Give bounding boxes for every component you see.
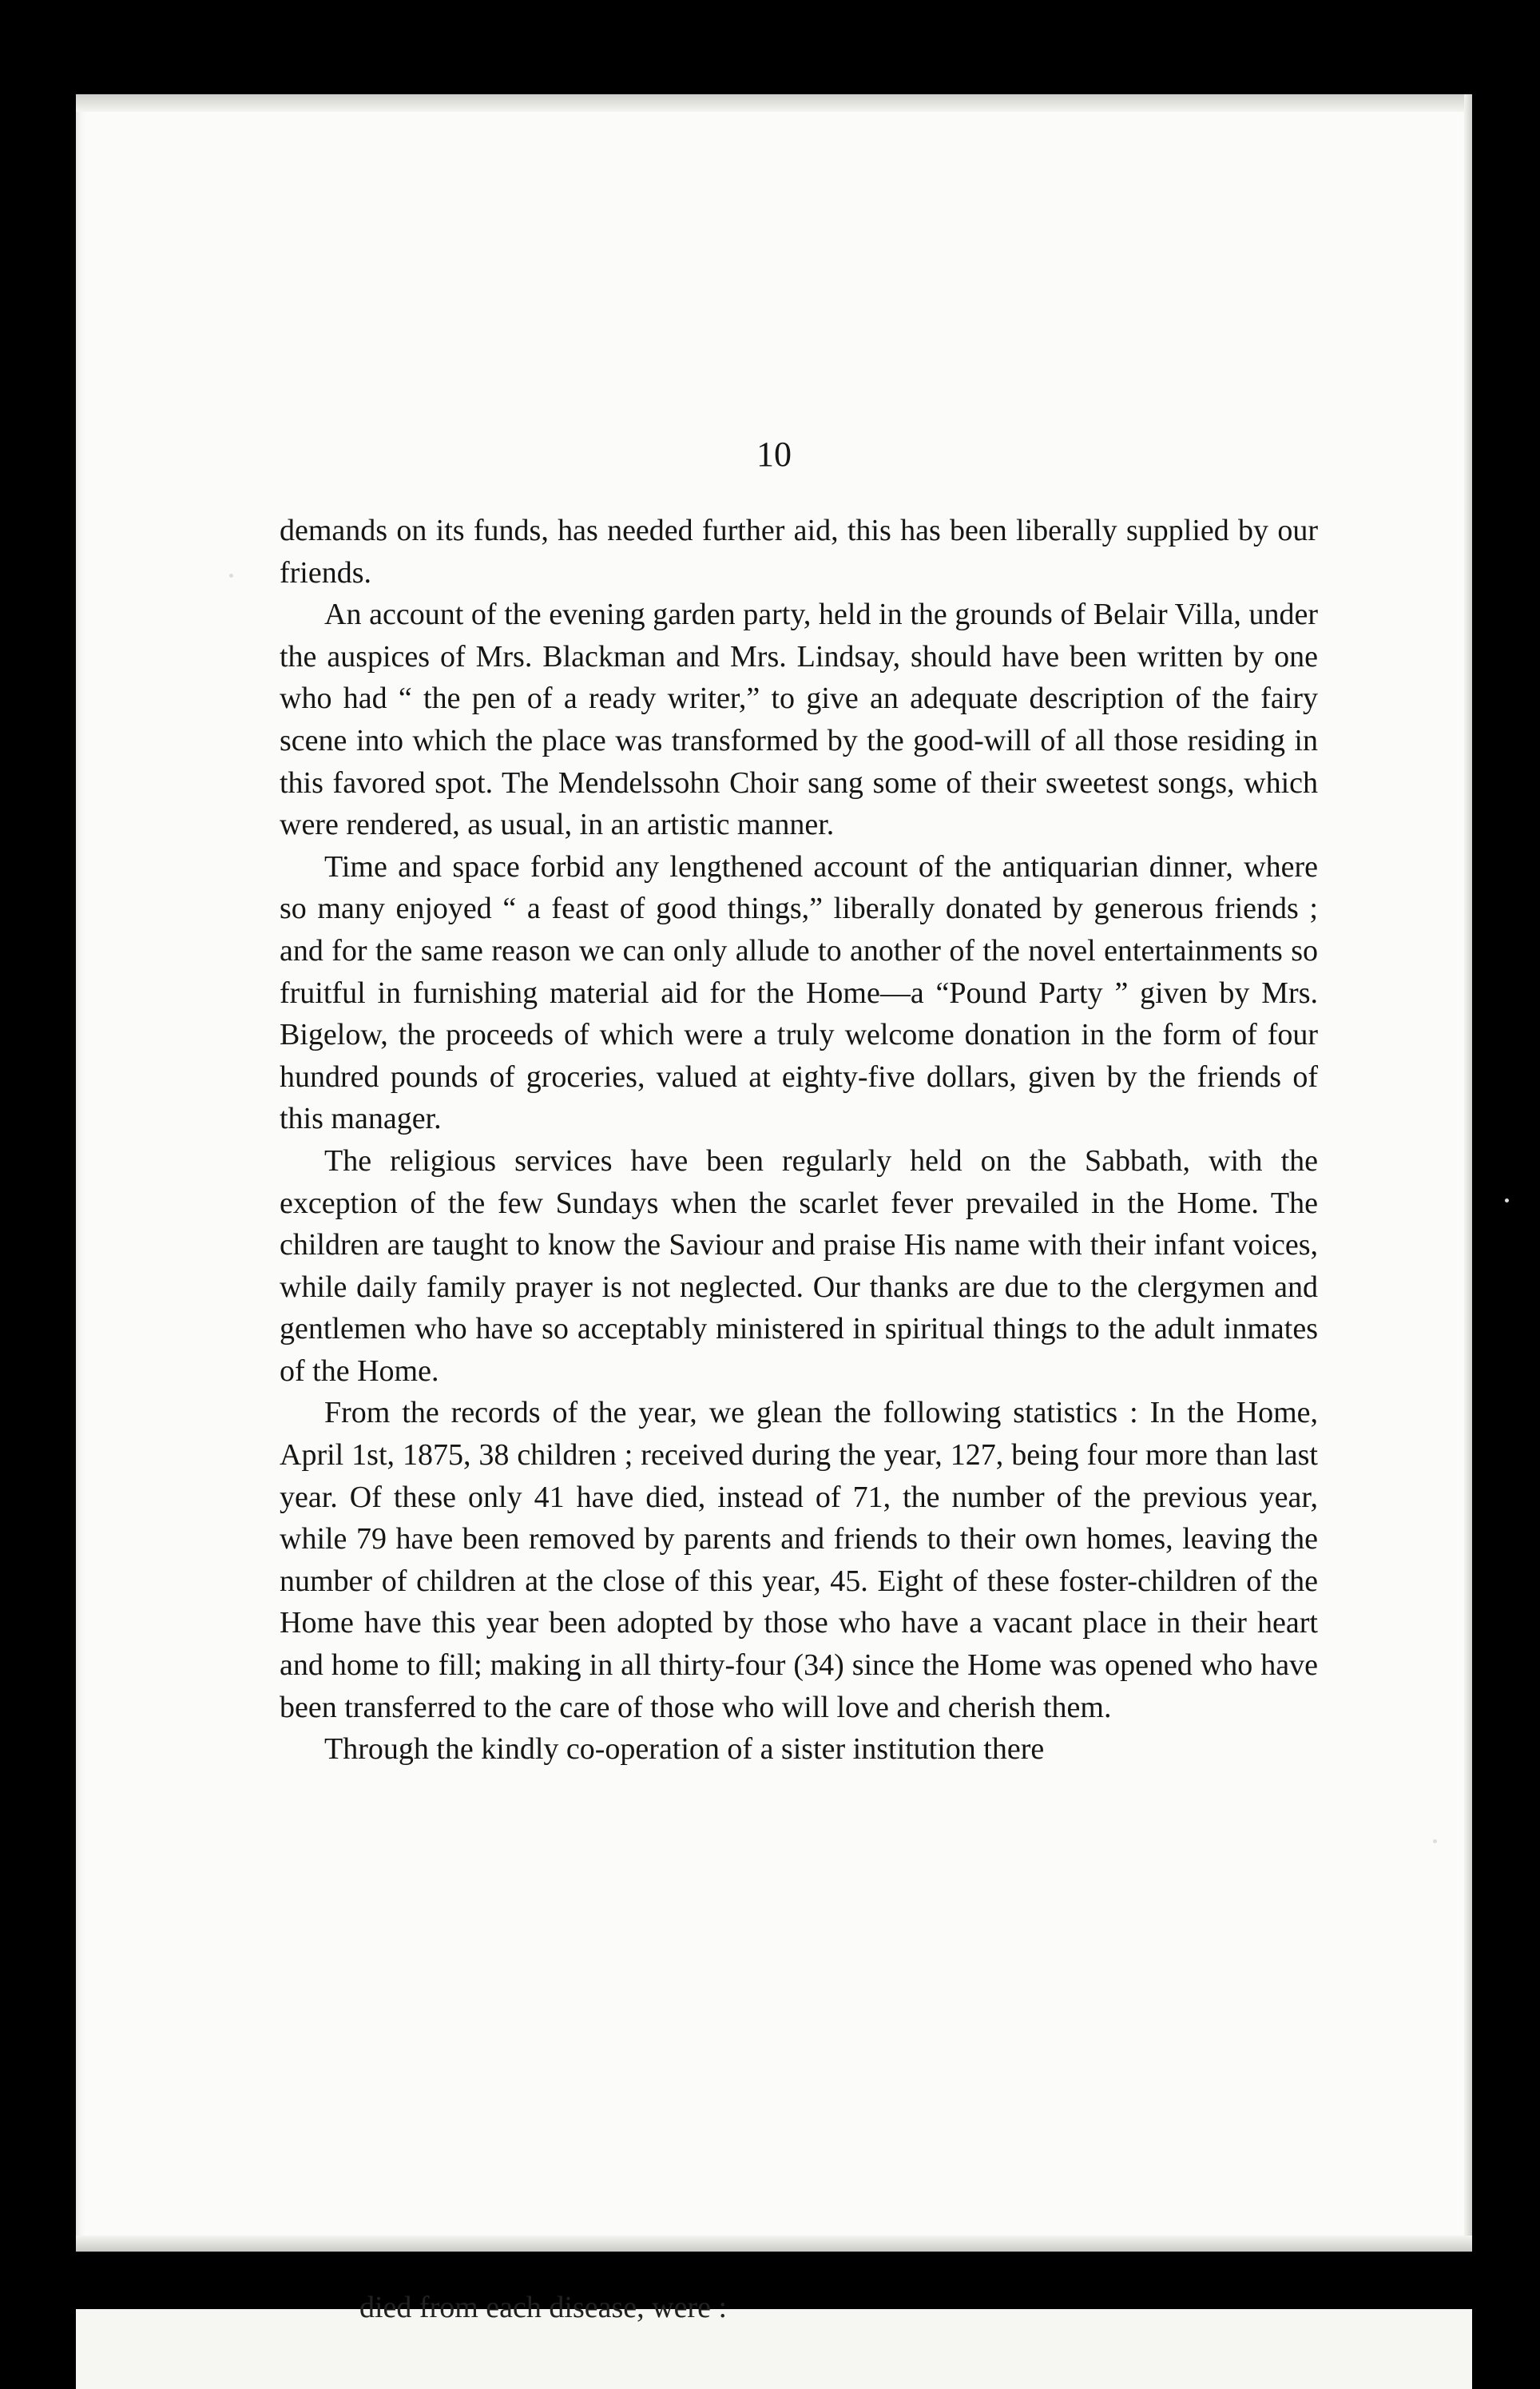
page-number: 10 [756, 435, 792, 474]
paragraph-sister-institution: Through the kindly co-operation of a sister institution there [324, 1732, 1045, 1767]
paragraph-continuation: demands on its funds, has needed further aid, this has been liberally supplied by our friends. [280, 514, 1318, 590]
paragraph-antiquarian-dinner: Time and space forbid any lengthened account of the antiquarian dinner, where so many enjoyed “ a feast of good things,” liberally donated by generous friends ; and for the same reason we can only allude to another of the novel entertainments so fruitful in furnishing material aid for the Home—a “Pound Party ” given by Mrs. Bigelow, the proceeds of which were a truly welcome donation in the form of four hundred pounds of groceries, valued at eighty-five dollars, given by the friends of this manager. [280, 849, 1318, 1136]
paragraph-garden-party: An account of the evening garden party, held in the grounds of Belair Villa, under the auspices of Mrs. Blackman and Mrs. Lindsay, should have been written by one who had “ the pen of a ready writer,” to give an adequate description of the fairy scene into which the place was transformed by the good-will of all those residing in this favored spot. The Mendelssohn Choir sang some of their sweetest songs, which were rendered, as usual, in an artistic manner. [280, 598, 1318, 842]
margin-speck [229, 574, 233, 578]
margin-speck [1505, 1198, 1509, 1202]
page-bottom-edge [76, 2236, 1472, 2252]
page-right-edge [1464, 94, 1472, 2252]
body-text [280, 510, 1318, 1771]
page-top-edge [76, 94, 1472, 112]
next-page-partial-text: died from each disease, were : [359, 2291, 728, 2324]
document-page [76, 94, 1472, 2252]
next-page-fragment [76, 2291, 1472, 2389]
paragraph-statistics: From the records of the year, we glean the following statistics : In the Home, April 1st, 1875, 38 children ; received during the year, 127, being four more than last year. Of these only 41 have died, instead of 71, the number of the previous year, while 79 have been removed by parents and friends to their own homes, leaving the number of children at the close of this year, 45. Eight of these foster-children of the Home have this year been adopted by those who have a vacant place in their heart and home to fill; making in all thirty-four (34) since the Home was opened who have been transferred to the care of those who will love and cherish them. [280, 1396, 1318, 1724]
margin-speck [1433, 1839, 1437, 1843]
paragraph-religious-services: The religious services have been regularly held on the Sabbath, with the exception of the few Sundays when the scarlet fever prevailed in the Home. The children are taught to know the Saviour and praise His name with their infant voices, while daily family prayer is not neglected. Our thanks are due to the clergymen and gentlemen who have so acceptably ministered in spiritual things to the adult inmates of the Home. [280, 1143, 1318, 1388]
